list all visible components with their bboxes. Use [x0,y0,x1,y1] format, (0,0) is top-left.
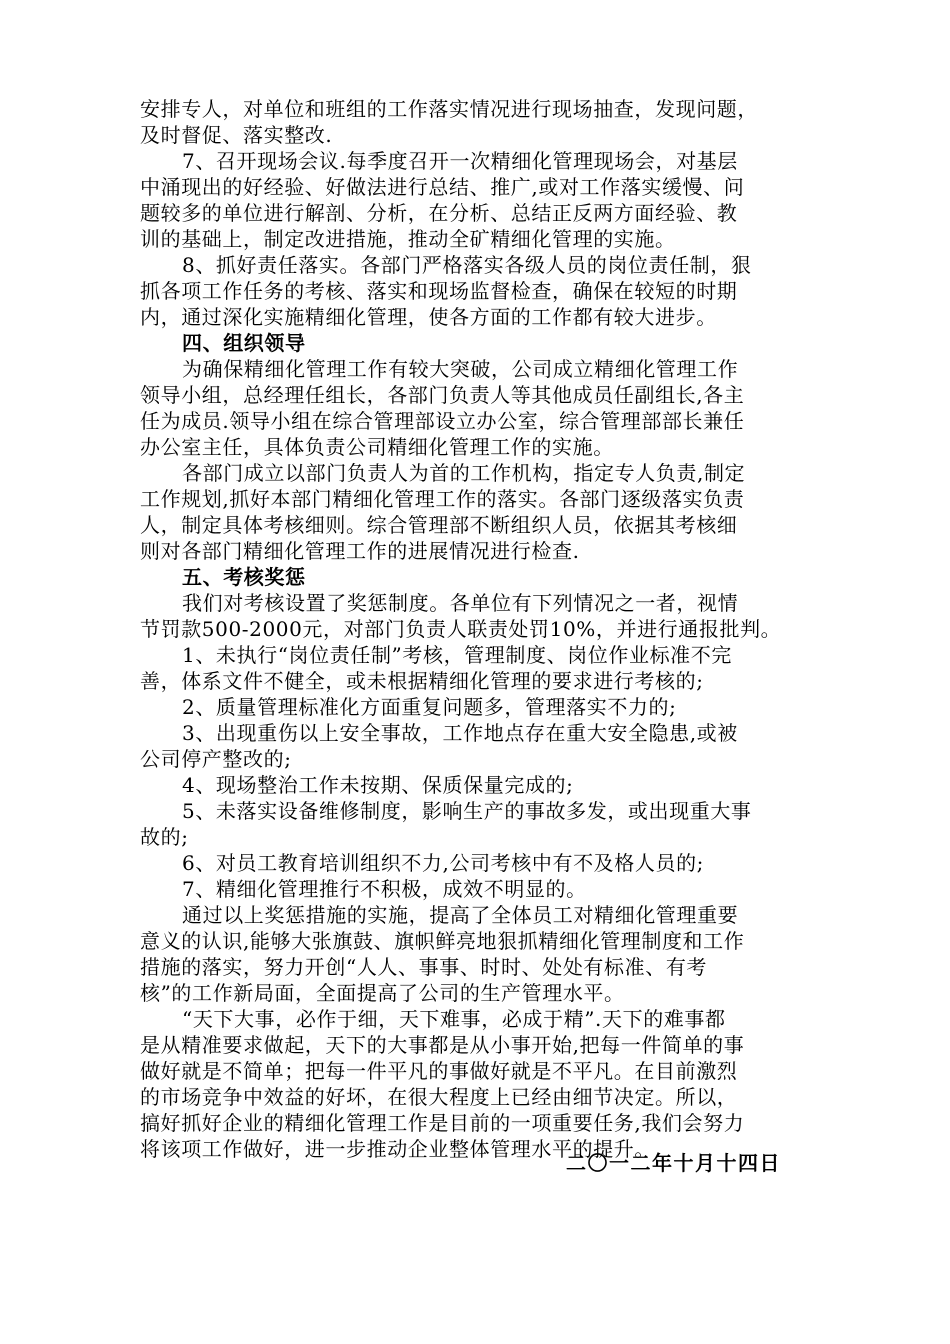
text-line: 善，体系文件不健全，或未根据精细化管理的要求进行考核的; [140,669,704,693]
text-line: 7、精细化管理推行不积极，成效不明显的。 [182,877,587,901]
text-line: 任为成员.领导小组在综合管理部设立办公室，综合管理部部长兼任 [140,409,745,433]
text-line: 1、未执行“岗位责任制”考核，管理制度、岗位作业标准不完 [182,643,732,667]
text-line: 2、质量管理标准化方面重复问题多，管理落实不力的; [182,695,677,719]
text-line: 领导小组，总经理任组长，各部门负责人等其他成员任副组长,各主 [140,383,745,407]
text-line: 7、召开现场会议.每季度召开一次精细化管理现场会，对基层 [182,149,738,173]
text-line: 训的基础上，制定改进措施，推动全矿精细化管理的实施。 [140,227,676,251]
text-line: 抓各项工作任务的考核、落实和现场监督检查，确保在较短的时期 [140,279,738,303]
document-date: 二〇一二年十月十四日 [566,1151,781,1175]
text-line: 安排专人，对单位和班组的工作落实情况进行现场抽查，发现问题， [140,97,758,121]
text-line: 各部门成立以部门负责人为首的工作机构，指定专人负责,制定 [182,461,746,485]
text-line: 内，通过深化实施精细化管理，使各方面的工作都有较大进步。 [140,305,717,329]
text-line: 人，制定具体考核细则。综合管理部不断组织人员，依据其考核细 [140,513,738,537]
text-line: 将该项工作做好，进一步推动企业整体管理水平的提升。 [140,1137,655,1161]
text-line: 3、出现重伤以上安全事故，工作地点存在重大安全隐患,或被 [182,721,738,745]
text-line: 公司停产整改的; [140,747,292,771]
text-line: 6、对员工教育培训组织不力,公司考核中有不及格人员的; [182,851,705,875]
text-line: 故的; [140,825,189,849]
text-line: 搞好抓好企业的精细化管理工作是目前的一项重要任务,我们会努力 [140,1111,745,1135]
text-line: 做好就是不简单；把每一件平凡的事做好就是不平凡。在目前激烈 [140,1059,738,1083]
text-line: 工作规划,抓好本部门精细化管理工作的落实。各部门逐级落实负责 [140,487,745,511]
text-line: 及时督促、落实整改. [140,123,333,147]
text-line: 8、抓好责任落实。各部门严格落实各级人员的岗位责任制，狠 [182,253,752,277]
text-line: 5、未落实设备维修制度，影响生产的事故多发，或出现重大事 [182,799,752,823]
text-line: 是从精准要求做起，天下的大事都是从小事开始,把每一件简单的事 [140,1033,745,1057]
text-line: 为确保精细化管理工作有较大突破，公司成立精细化管理工作 [182,357,739,381]
text-line: 中涌现出的好经验、好做法进行总结、推广,或对工作落实缓慢、问 [140,175,745,199]
text-line: 则对各部门精细化管理工作的进展情况进行检查. [140,539,580,563]
section-heading: 五、考核奖惩 [182,565,306,589]
text-line: 我们对考核设置了奖惩制度。各单位有下列情况之一者，视情 [182,591,739,615]
text-line: 通过以上奖惩措施的实施，提高了全体员工对精细化管理重要 [182,903,739,927]
document-body [140,96,820,1162]
text-line: 4、现场整治工作未按期、保质保量完成的; [182,773,574,797]
section-heading: 四、组织领导 [182,331,306,355]
text-line: “天下大事，必作于细，天下难事，必成于精”.天下的难事都 [182,1007,726,1031]
text-line: 措施的落实，努力开创“人人、事事、时时、处处有标准、有考 [140,955,708,979]
text-line: 节罚款500-2000元，对部门负责人联责处罚10%，并进行通报批判。 [140,617,782,641]
text-line: 的市场竞争中效益的好坏，在很大程度上已经由细节决定。所以， [140,1085,738,1109]
text-line: 题较多的单位进行解剖、分析，在分析、总结正反两方面经验、教 [140,201,738,225]
text-line: 办公室主任，具体负责公司精细化管理工作的实施。 [140,435,614,459]
text-line: 核”的工作新局面，全面提高了公司的生产管理水平。 [140,981,625,1005]
text-line: 意义的认识,能够大张旗鼓、旗帜鲜亮地狠抓精细化管理制度和工作 [140,929,745,953]
